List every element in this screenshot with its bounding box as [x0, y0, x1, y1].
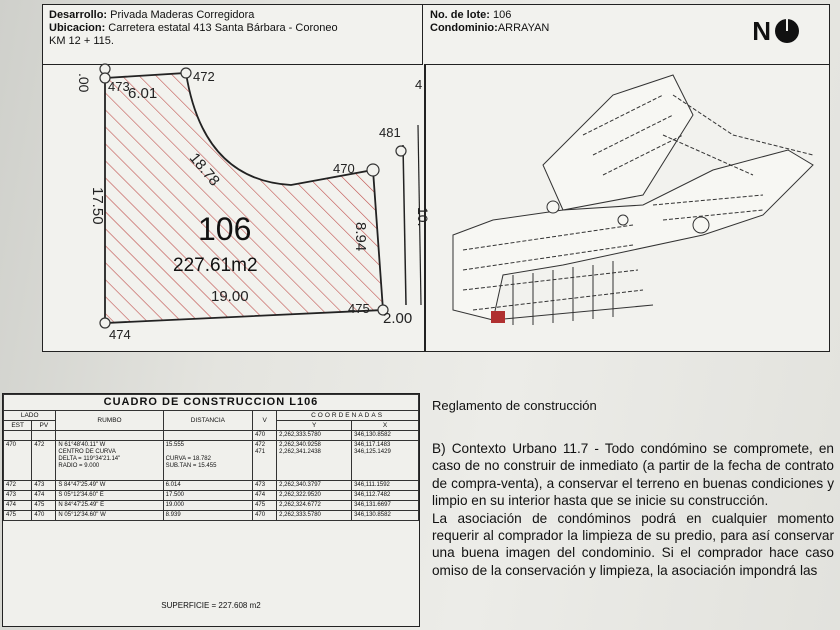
ubicacion-km: KM 12 + 115. [49, 35, 114, 47]
table-row: 473 474 S 05°12'34.60" E 17.500 474 2,262,322.9520 346,112.7482 [4, 491, 419, 501]
north-label: N [752, 15, 771, 46]
vertex-470: 470 [333, 161, 355, 176]
table-row: 475 470 N 05°12'34.60" W 8.939 470 2,262,333.5780 346,130.8582 [4, 511, 419, 521]
lot-plan-drawing [43, 65, 431, 351]
condominio-label: Condominio: [430, 22, 498, 34]
dim-side: 10. [415, 207, 431, 227]
vertex-472: 472 [193, 69, 215, 84]
dim-right: 8.94 [352, 222, 369, 252]
lot-area: 227.61m2 [173, 255, 258, 276]
lote-value: 106 [492, 9, 512, 21]
condominio-value: ARRAYAN [497, 22, 550, 34]
header-lado: LADO [4, 411, 56, 421]
condominium-site-plan [433, 75, 823, 345]
desarrollo-label: Desarrollo: [49, 9, 108, 21]
dim-edge: .00 [76, 73, 92, 93]
north-arrow [752, 15, 799, 46]
north-compass-icon [775, 19, 799, 43]
construction-table [2, 393, 420, 627]
lot-polygon [105, 73, 383, 323]
superficie-total: SUPERFICIE = 227.608 m2 [161, 601, 261, 610]
table-row: 470 2,262,333.5780 346,130.8582 [4, 431, 419, 441]
header-x: X [352, 421, 419, 431]
dim-left: 17.50 [89, 187, 106, 225]
table-row: 472 473 S 84°47'25.49" W 6.014 473 2,262,340.3797 346,111.1592 [4, 481, 419, 491]
dim-bottom: 19.00 [211, 288, 249, 305]
header-coordenadas: COORDENADAS [277, 411, 419, 421]
lot-106-marker [491, 311, 505, 323]
reglamento-paragraph-2: La asociación de condóminos podrá en cualquier momento requerir al comprador la limpieza de su predio, para así conservar una buena imagen del condominio. Si el comprador hace caso omiso de la conservación y limpieza, la asociación impondrá las [432, 510, 834, 578]
desarrollo-value: Privada Maderas Corregidora [110, 9, 255, 21]
reglamento-text [432, 440, 834, 579]
dim-top: 6.01 [128, 85, 158, 102]
lot-number: 106 [198, 211, 252, 247]
reglamento-paragraph-1: B) Contexto Urbano 11.7 - Todo condómino se compromete, en caso de no construir de inmediato (a partir de la fecha de contrato de compra-venta), a conservar el terreno en buenas condiciones y limpio en su interior hasta que se inicie su construcción. [432, 441, 834, 509]
lote-label: No. de lote: [430, 9, 490, 21]
header-rumbo: RUMBO [56, 411, 163, 431]
header-v: V [253, 411, 277, 431]
table-row-curve: 470 472 N 61°48'40.11" W CENTRO DE CURVA DELTA = 119°34'21.14" RADIO = 9.000 15.555 CURVA = 18.782 SUB.TAN = 15.455 472 471 2,262,340.9258 2,262,341.2438 346,117.1483 346,125.1429 [4, 441, 419, 481]
vertex-4: 4 [415, 77, 423, 92]
dim-corner: 2.00 [383, 310, 413, 327]
header-distancia: DISTANCIA [163, 411, 252, 431]
vertex-481: 481 [379, 125, 401, 140]
header-est: EST [4, 421, 32, 431]
dim-curve: 18.78 [185, 149, 223, 190]
table-row: 474 475 N 84°47'25.49" E 19.000 475 2,262,324.6772 346,131.6697 [4, 501, 419, 511]
reglamento-title: Reglamento de construcción [432, 398, 597, 413]
header-y: Y [277, 421, 352, 431]
table-title: CUADRO DE CONSTRUCCION L106 [4, 395, 419, 411]
header-lot-info [424, 5, 829, 65]
lot-sheet [42, 4, 830, 352]
vertex-474: 474 [109, 327, 131, 342]
vertex-475: 475 [348, 301, 370, 316]
ubicacion-label: Ubicacion: [49, 22, 106, 34]
header-pv: PV [32, 421, 56, 431]
ubicacion-value: Carretera estatal 413 Santa Bárbara - Coroneo [108, 22, 338, 34]
vertex-473: 473 [108, 79, 130, 94]
header-development-info [43, 5, 423, 65]
